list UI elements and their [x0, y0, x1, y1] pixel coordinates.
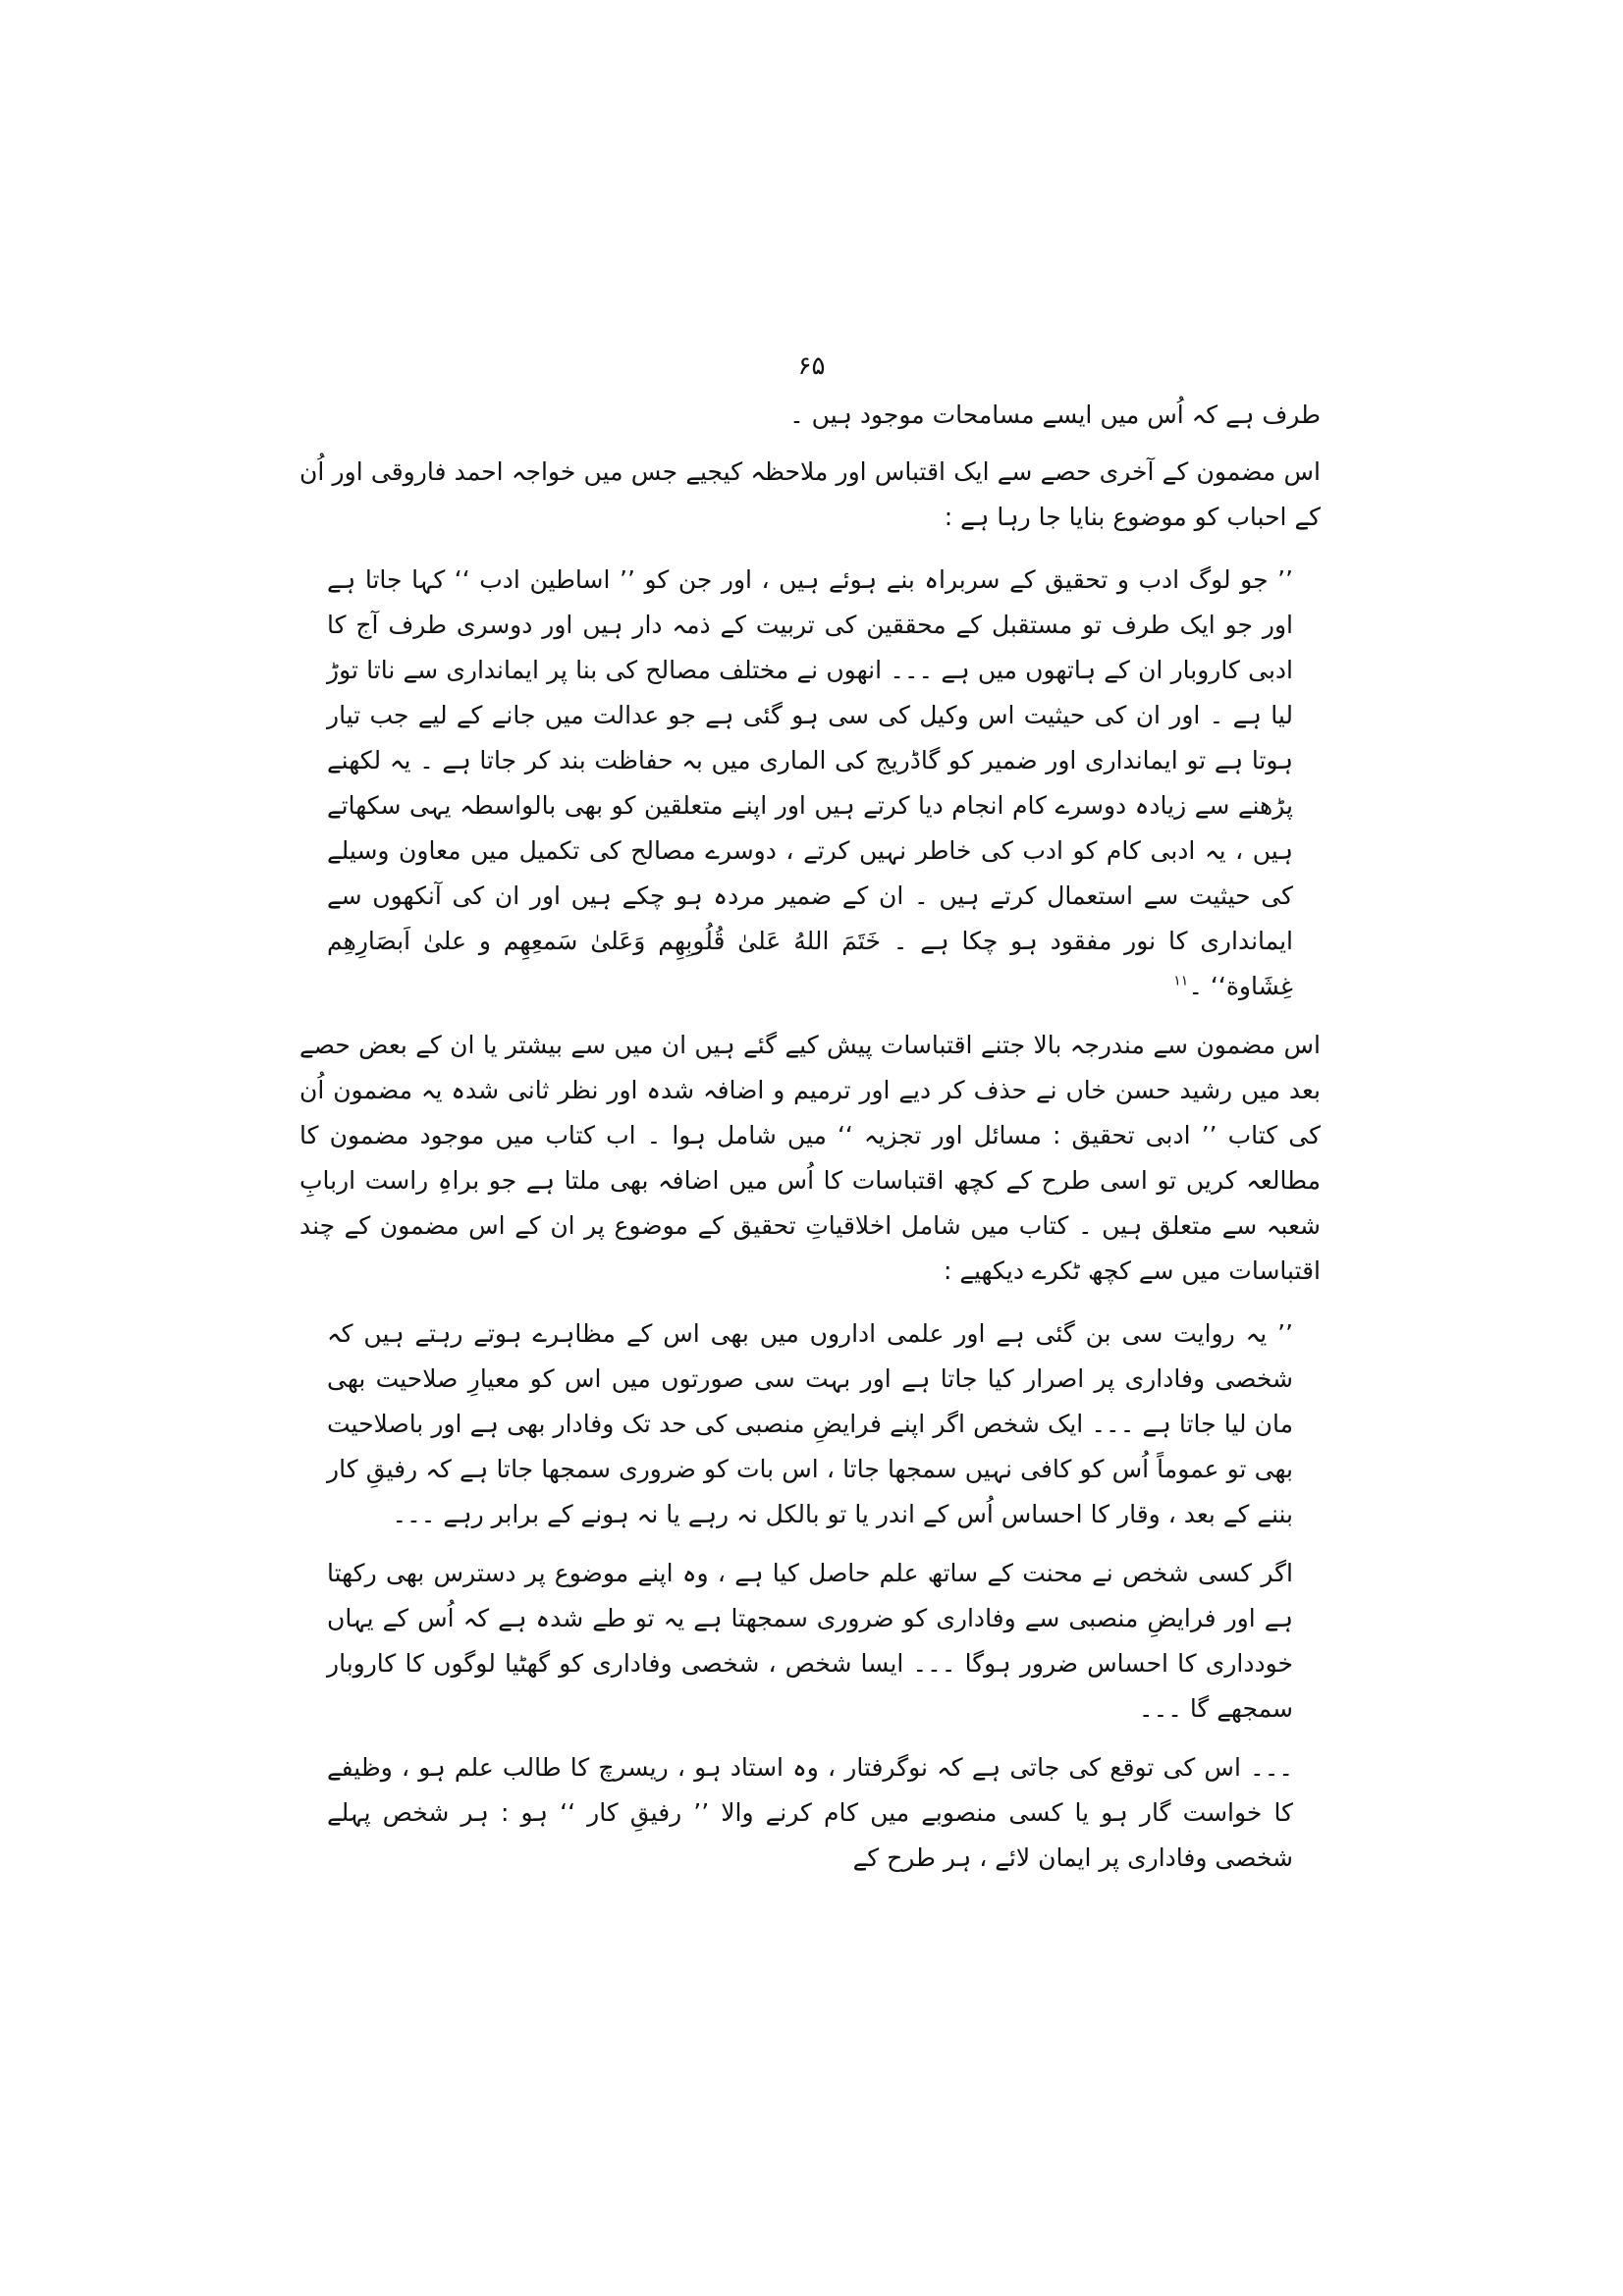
footnote-marker: ۱۱ — [1173, 973, 1189, 989]
paragraph-2: اس مضمون کے آخری حصے سے ایک اقتباس اور ملاحظہ کیجیے جس میں خواجہ احمد فاروقی اور اُن کے احباب کو موضوع بنایا جا رہا ہے : — [299, 457, 1321, 531]
block-quote-1 — [327, 558, 1293, 1009]
block-quote-1-end: ‘‘ ۔ — [1188, 972, 1226, 1000]
paragraph-1: طرف ہے کہ اُس میں ایسے مسامحات موجود ہیں ۔ — [789, 400, 1321, 429]
paragraph-3: اس مضمون سے مندرجہ بالا جتنے اقتباسات پیش کیے گئے ہیں ان میں سے بیشتر یا ان کے بعض حصے بعد میں رشید حسن خاں نے حذف کر دیے اور ترمیم و اضافہ شدہ اور نظر ثانی شدہ یہ مضمون اُن کی کتاب ’’ ادبی تحقیق : مسائل اور تجزیہ ‘‘ میں شامل ہوا ۔ اب کتاب میں موجود مضمون کا مطالعہ کریں تو اسی طرح کے کچھ اقتباسات کا اُس میں اضافہ بھی ملتا ہے جو براہِ راست اربابِ شعبہ سے متعلق ہیں ۔ کتاب میں شامل اخلاقیاتِ تحقیق کے موضوع پر ان کے اس مضمون کے چند اقتباسات میں سے کچھ ٹکرے دیکھیے : — [299, 1031, 1321, 1285]
block-quote-2c: ۔۔۔ اس کی توقع کی جاتی ہے کہ نوگرفتار ، وہ استاد ہو ، ریسرچ کا طالب علم ہو ، وظیفے کا خواست گار ہو یا کسی منصوبے میں کام کرنے والا ’’ رفیقِ کار ‘‘ ہو : ہر شخص پہلے شخصی وفاداری پر ایمان لائے ، ہر طرح کے — [327, 1753, 1293, 1872]
block-quote-1-text: ’’ جو لوگ ادب و تحقیق کے سربراہ بنے ہوئے ہیں ، اور جن کو ’’ اساطین ادب ‘‘ کہا جاتا ہے اور جو ایک طرف تو مستقبل کے محققین کی تربیت کے ذمہ دار ہیں اور دوسری طرف آج کا ادبی کاروبار ان کے ہاتھوں میں ہے ۔۔۔ انھوں نے مختلف مصالح کی بنا پر ایمانداری سے ناتا توڑ لیا ہے ۔ اور ان کی حیثیت اس وکیل کی سی ہو گئی ہے جو عدالت میں جانے کے لیے جب تیار ہوتا ہے تو ایمانداری اور ضمیر کو گاڈریج کی الماری میں بہ حفاظت بند کر جاتا ہے ۔ یہ لکھنے پڑھنے سے زیادہ دوسرے کام انجام دیا کرتے ہیں اور اپنے متعلقین کو بھی بالواسطہ یہی سکھاتے ہیں ، یہ ادبی کام کو ادب کی خاطر نہیں کرتے ، دوسرے مصالح کی تکمیل میں معاون وسیلے کی حیثیت سے استعمال کرتے ہیں ۔ ان کے ضمیر مردہ ہو چکے ہیں اور ان کی آنکھوں سے ایمانداری کا نور مفقود ہو چکا ہے ۔ — [327, 565, 1293, 955]
quranic-verse: خَتَمَ اللهُ عَلىٰ قُلُوبِهِم وَعَلىٰ سَمعِهِم و علىٰ اَبصَارِهِم غِشَاوة — [327, 927, 1293, 1000]
body-text — [299, 393, 1321, 1895]
block-quote-2a: ’’ یہ روایت سی بن گئی ہے اور علمی اداروں میں بھی اس کے مظاہرے ہوتے رہتے ہیں کہ شخصی وفاداری پر اصرار کیا جاتا ہے اور بہت سی صورتوں میں اس کو معیارِ صلاحیت بھی مان لیا جاتا ہے ۔۔۔ ایک شخص اگر اپنے فرایضِ منصبی کی حد تک وفادار بھی ہے اور باصلاحیت بھی تو عموماً اُس کو کافی نہیں سمجھا جاتا ، اس بات کو ضروری سمجھا جاتا ہے کہ رفیقِ کار بننے کے بعد ، وقار کا احساس اُس کے اندر یا تو بالکل نہ رہے یا نہ ہونے کے برابر رہے ۔۔۔ — [327, 1319, 1293, 1528]
block-quote-2b: اگر کسی شخص نے محنت کے ساتھ علم حاصل کیا ہے ، وہ اپنے موضوع پر دسترس بھی رکھتا ہے اور فرایضِ منصبی سے وفاداری کو ضروری سمجھتا ہے یہ تو طے شدہ ہے کہ اُس کے یہاں خودداری کا احساس ضرور ہوگا ۔۔۔ ایسا شخص ، شخصی وفاداری کو گھٹیا لوگوں کا کاروبار سمجھے گا ۔۔۔ — [327, 1559, 1293, 1723]
page-number: ۶۵ — [797, 351, 826, 381]
